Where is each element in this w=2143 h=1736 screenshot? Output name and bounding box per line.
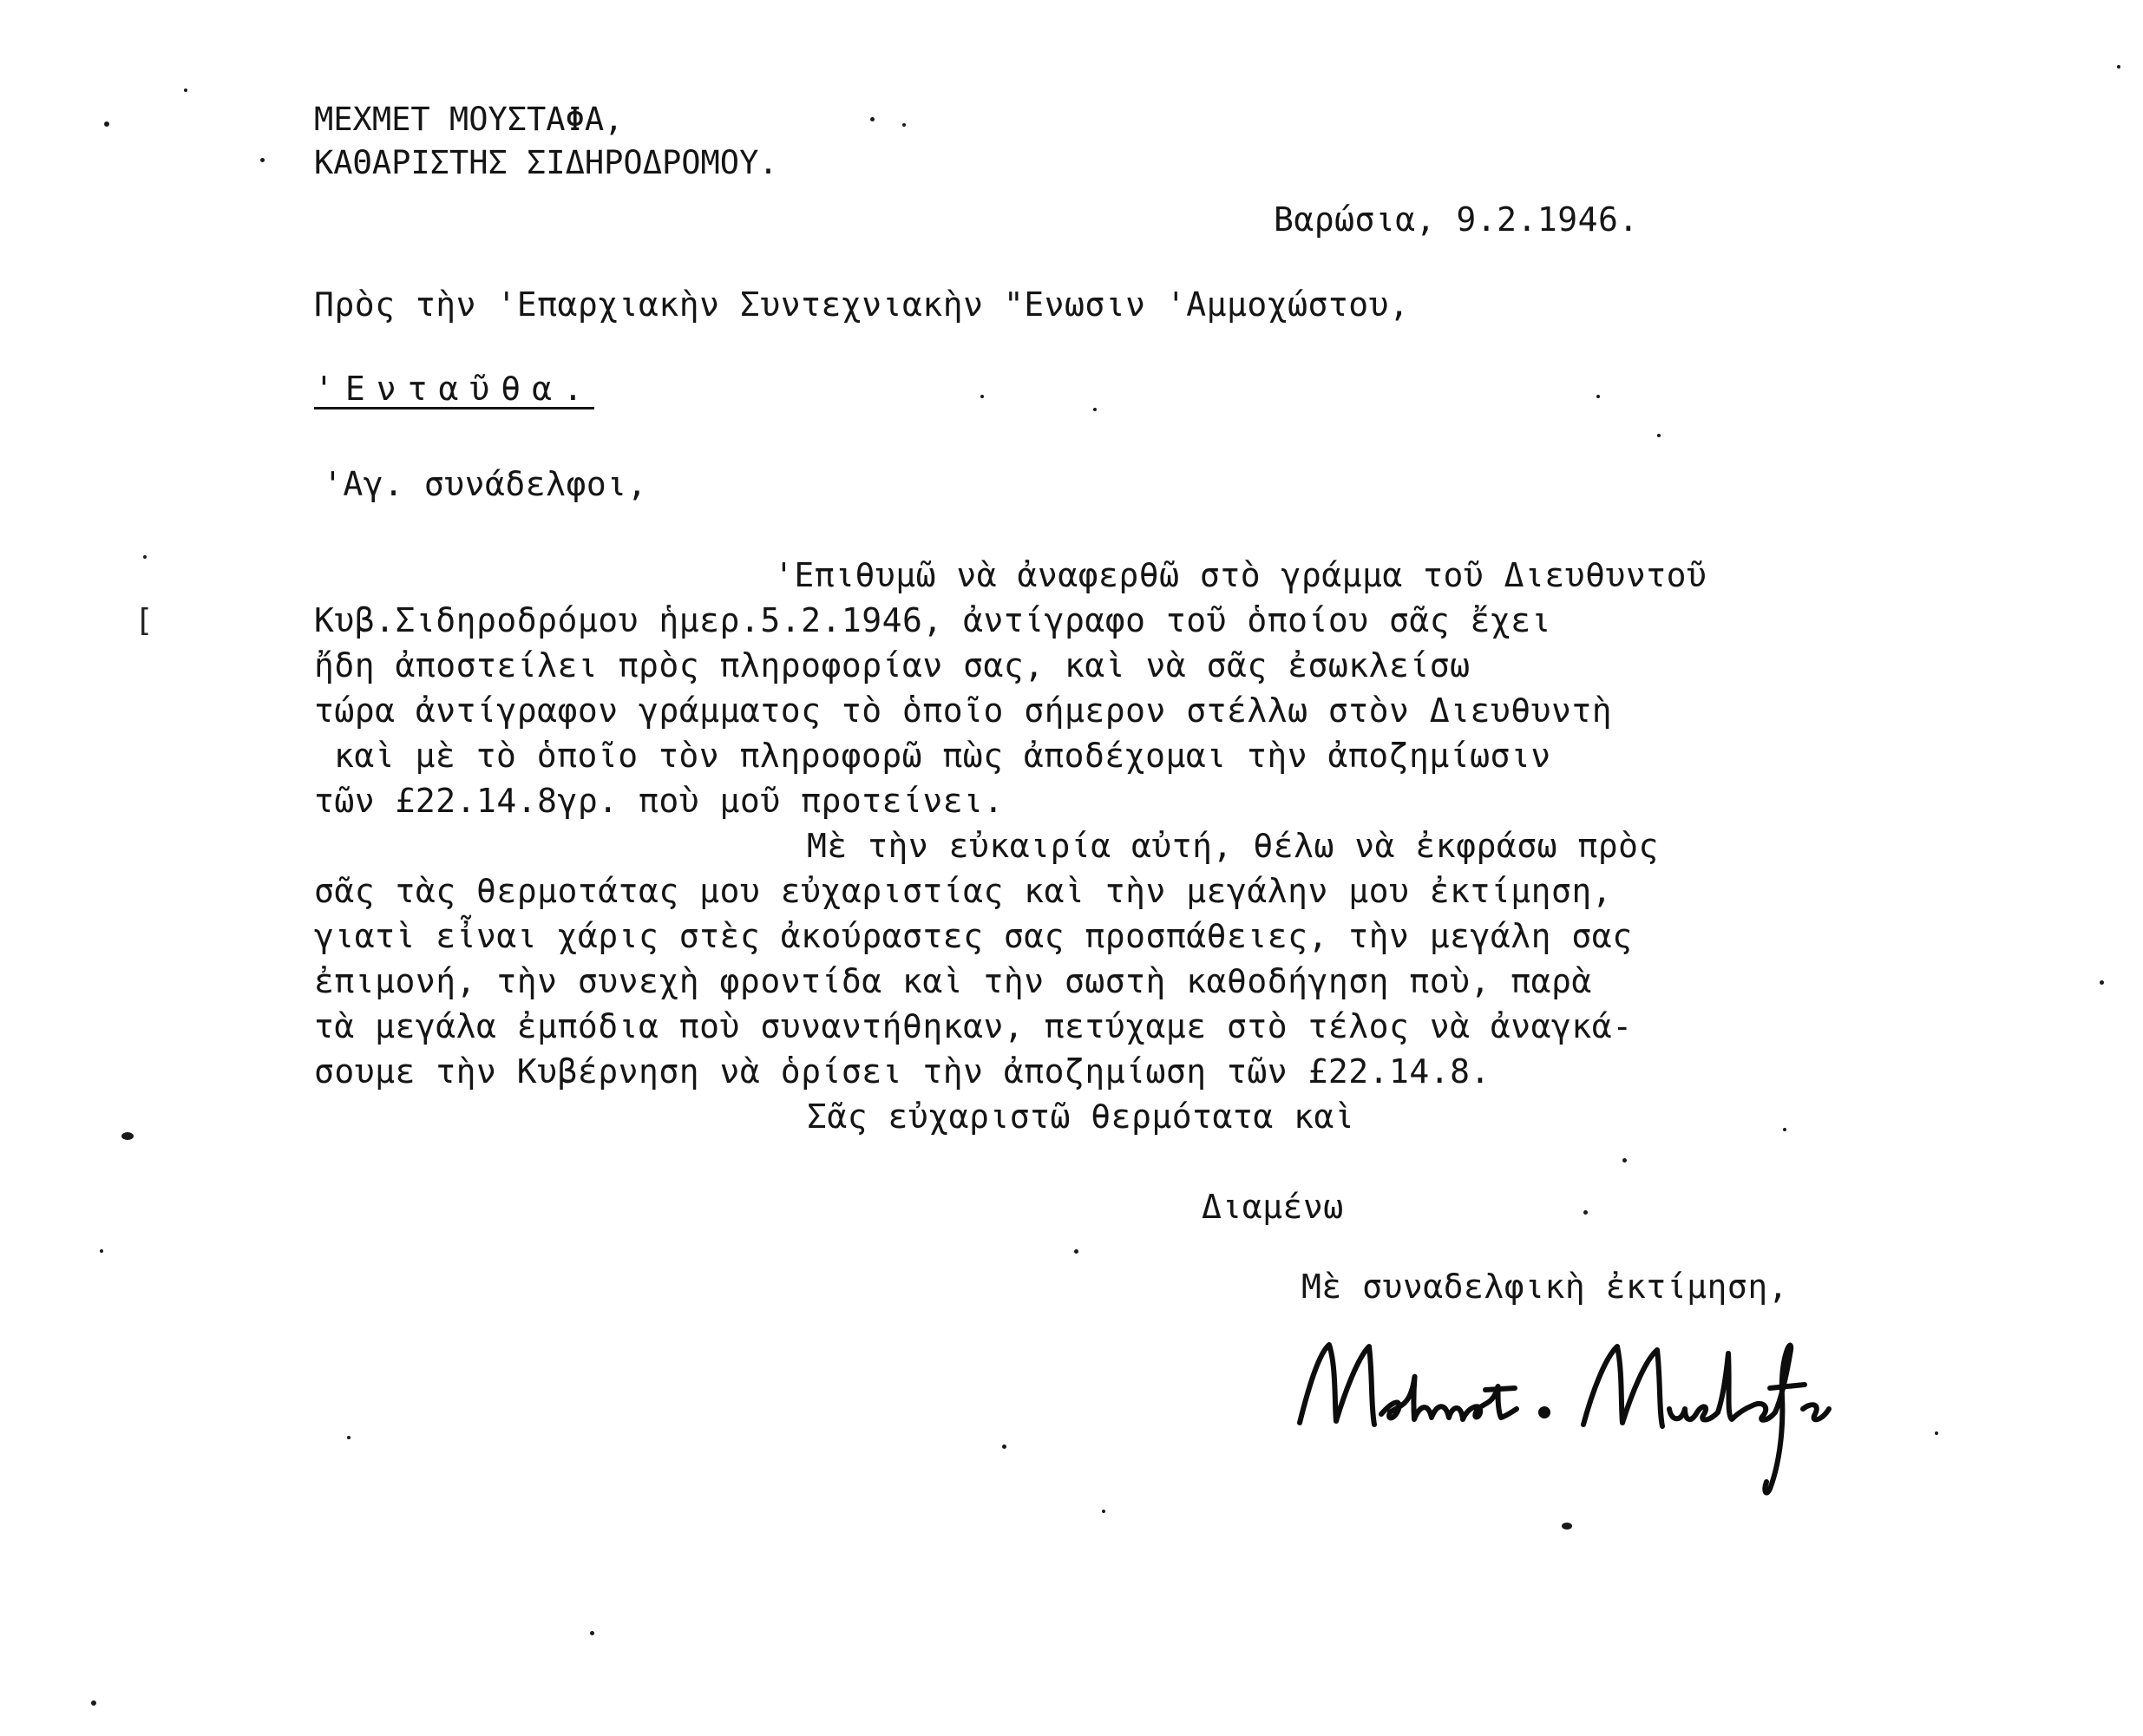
scan-speck [1622, 1158, 1627, 1163]
body-line: ἐπιμονή, τὴν συνεχὴ φροντίδα καὶ τὴν σωστὴ καθοδήγηση ποὺ, παρὰ [314, 962, 1592, 1000]
body-line: γιατὶ εἶναι χάρις στὲς ἀκούραστες σας προσπάθειες, τὴν μεγάλη σας [314, 917, 1633, 955]
scan-speck [1657, 434, 1661, 437]
body-line: τώρα ἀντίγραφον γράμματος τὸ ὁποῖο σήμερον στέλλω στὸν Διευθυντὴ [314, 691, 1613, 730]
scan-speck [100, 1249, 103, 1253]
scan-speck [2117, 65, 2120, 69]
scan-speck [1093, 408, 1097, 411]
scan-speck [143, 555, 147, 559]
scan-speck [184, 88, 187, 92]
body-line: Κυβ.Σιδηροδρόμου ἡμερ.5.2.1946, ἀντίγραφο τοῦ ὁποίου σᾶς ἔχει [314, 601, 1552, 639]
scan-speck [347, 1436, 351, 1439]
closing-remain: Διαμένω [1202, 1188, 1344, 1226]
body-line: Σᾶς εὐχαριστῶ θερμότατα καὶ [807, 1097, 1355, 1136]
body-line: καὶ μὲ τὸ ὁποῖο τὸν πληροφορῶ πὼς ἀποδέχομαι τὴν ἀποζημίωσιν [334, 737, 1551, 775]
body-line: σουμε τὴν Κυβέρνηση νὰ ὁρίσει τὴν ἀποζημίωση τῶν £22.14.8. [314, 1052, 1491, 1091]
body-line: ἤδη ἀποστείλει πρὸς πληροφορίαν σας, καὶ νὰ σᾶς ἐσωκλείσω [314, 646, 1471, 685]
body-line: τῶν £22.14.8γρ. ποὺ μοῦ προτείνει. [314, 782, 1004, 820]
scan-speck [1583, 1210, 1588, 1215]
scan-speck [1596, 395, 1600, 398]
handwritten-signature [1284, 1319, 1891, 1510]
scan-speck [1562, 1523, 1572, 1530]
salutation: 'Αγ. συνάδελφοι, [323, 465, 648, 503]
sender-name: ΜΕΧΜΕΤ ΜΟΥΣΤΑΦΑ, [314, 101, 624, 138]
scan-speck [91, 1700, 96, 1706]
scan-speck [121, 1132, 134, 1140]
scan-speck [590, 1631, 594, 1635]
scan-speck [870, 117, 875, 121]
margin-mark: [ [134, 603, 154, 639]
body-line: τὰ μεγάλα ἐμπόδια ποὺ συναντήθηκαν, πετύχαμε στὸ τέλος νὰ ἀναγκά- [314, 1007, 1633, 1045]
scan-speck [1074, 1249, 1078, 1254]
sender-title: ΚΑΘΑΡΙΣΤΗΣ ΣΙΔΗΡΟΔΡΟΜΟΥ. [314, 144, 778, 181]
scan-speck [1002, 1444, 1006, 1449]
scan-speck [104, 121, 109, 127]
scan-speck [1935, 1431, 1938, 1435]
closing-regards: Μὲ συναδελφικὴ ἐκτίμηση, [1301, 1268, 1789, 1306]
scan-speck [1102, 1510, 1105, 1513]
scan-speck [902, 123, 906, 127]
scan-speck [2100, 980, 2104, 985]
body-line: σᾶς τὰς θερμοτάτας μου εὐχαριστίας καὶ τὴν μεγάλην μου ἐκτίμηση, [314, 872, 1613, 910]
body-line: 'Επιθυμῶ νὰ ἀναφερθῶ στὸ γράμμα τοῦ Διευθυντοῦ [774, 556, 1707, 594]
scan-speck [980, 395, 984, 398]
recipient-line: Πρὸς τὴν 'Επαρχιακὴν Συντεχνιακὴν "Ενωσιν 'Αμμοχώστου, [314, 285, 1410, 324]
scan-speck [1783, 1128, 1786, 1131]
body-line: Μὲ τὴν εὐκαιρία αὐτή, θέλω νὰ ἐκφράσω πρὸς [807, 827, 1659, 865]
scan-speck [260, 158, 265, 162]
place-date: Βαρώσια, 9.2.1946. [1274, 200, 1639, 239]
location-line: 'Ενταῦθα. [314, 370, 594, 408]
